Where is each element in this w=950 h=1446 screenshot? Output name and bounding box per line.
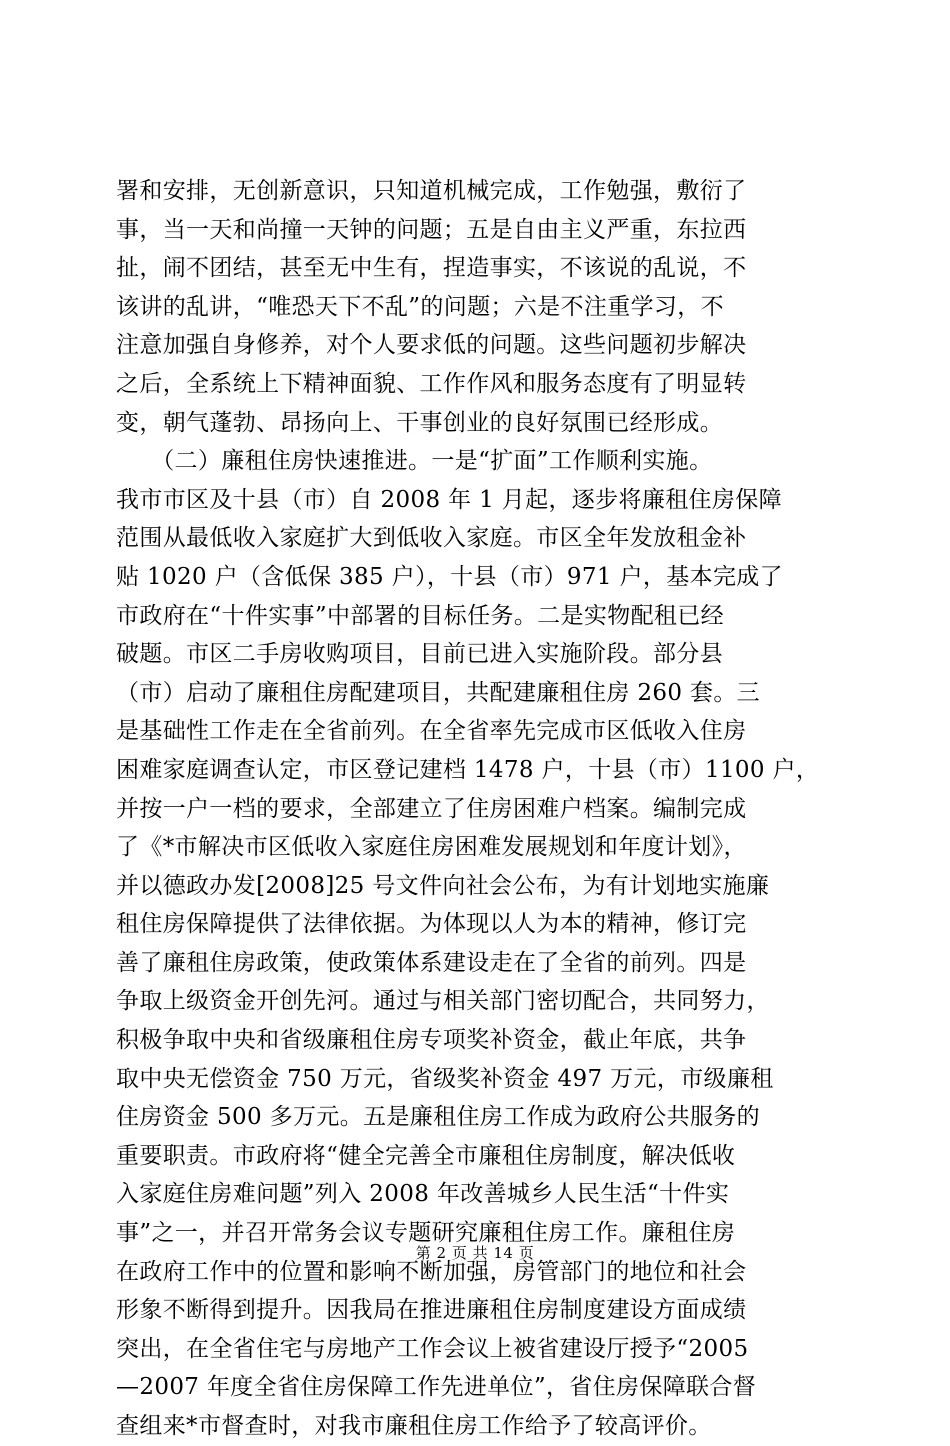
text-line: 变，朝气蓬勃、昂扬向上、干事创业的良好氛围已经形成。: [116, 409, 724, 436]
text-line: 之后，全系统上下精神面貌、工作作风和服务态度有了明显转: [116, 370, 747, 397]
text-line: 是基础性工作走在全省前列。在全省率先完成市区低收入住房: [116, 718, 747, 745]
page-number-footer: 第 2 页 共 14 页: [415, 1244, 535, 1262]
text-line: 住房资金 500 多万元。五是廉租住房工作成为政府公共服务的: [116, 1104, 761, 1131]
text-line: 范围从最低收入家庭扩大到低收入家庭。市区全年发放租金补: [116, 525, 747, 552]
text-line: 事”之一，并召开常务会议专题研究廉租住房工作。廉租住房: [116, 1220, 736, 1247]
text-line: 取中央无偿资金 750 万元，省级奖补资金 497 万元，市级廉租: [116, 1065, 774, 1092]
text-line: 入家庭住房难问题”列入 2008 年改善城乡人民生活“十件实: [116, 1181, 730, 1208]
text-line: 该讲的乱讲，“唯恐天下不乱”的问题；六是不注重学习，不: [116, 293, 724, 320]
text-line: 了《*市解决市区低收入家庭住房困难发展规划和年度计划》，: [116, 834, 747, 861]
text-line: 重要职责。市政府将“健全完善全市廉租住房制度，解决低收: [116, 1142, 736, 1169]
section-heading-line: （二）廉租住房快速推进。一是“扩面”工作顺利实施。: [116, 448, 713, 475]
text-line: （市）启动了廉租住房配建项目，共配建廉租住房 260 套。三: [116, 679, 761, 706]
text-line: 争取上级资金开创先河。通过与相关部门密切配合，共同努力，: [116, 988, 770, 1015]
text-line: 查组来*市督查时，对我市廉租住房工作给予了较高评价。: [116, 1413, 712, 1439]
text-line: 并以德政办发[2008]25 号文件向社会公布，为有计划地实施廉: [116, 872, 770, 899]
text-line: 并按一户一档的要求，全部建立了住房困难户档案。编制完成: [116, 795, 747, 822]
text-line: 贴 1020 户（含低保 385 户），十县（市）971 户，基本完成了: [116, 563, 783, 590]
text-line: 突出，在全省住宅与房地产工作会议上被省建设厅授予“2005: [116, 1335, 749, 1362]
text-line: 署和安排，无创新意识，只知道机械完成，工作勉强，敷衍了: [116, 178, 747, 204]
text-line: 市政府在“十件实事”中部署的目标任务。二是实物配租已经: [116, 602, 724, 629]
text-line: 注意加强自身修养，对个人要求低的问题。这些问题初步解决: [116, 332, 747, 359]
text-line: 善了廉租住房政策，使政策体系建设走在了全省的前列。四是: [116, 949, 747, 976]
text-line: 积极争取中央和省级廉租住房专项奖补资金，截止年底，共争: [116, 1027, 747, 1054]
text-line: 困难家庭调查认定，市区登记建档 1478 户，十县（市）1100 户，: [116, 756, 820, 783]
text-line: 扯，闹不团结，甚至无中生有，捏造事实，不该说的乱说，不: [116, 255, 747, 282]
text-line: —2007 年度全省住房保障工作先进单位”，省住房保障联合督: [116, 1374, 757, 1401]
text-line: 事，当一天和尚撞一天钟的问题；五是自由主义严重，东拉西: [116, 216, 747, 243]
text-line: 形象不断得到提升。因我局在推进廉租住房制度建设方面成绩: [116, 1297, 747, 1324]
text-line: 租住房保障提供了法律依据。为体现以人为本的精神，修订完: [116, 911, 747, 938]
text-line: 在政府工作中的位置和影响不断加强，房管部门的地位和社会: [116, 1258, 747, 1285]
text-line: 破题。市区二手房收购项目，目前已进入实施阶段。部分县: [116, 641, 724, 668]
text-line: 我市市区及十县（市）自 2008 年 1 月起，逐步将廉租住房保障: [116, 486, 782, 513]
